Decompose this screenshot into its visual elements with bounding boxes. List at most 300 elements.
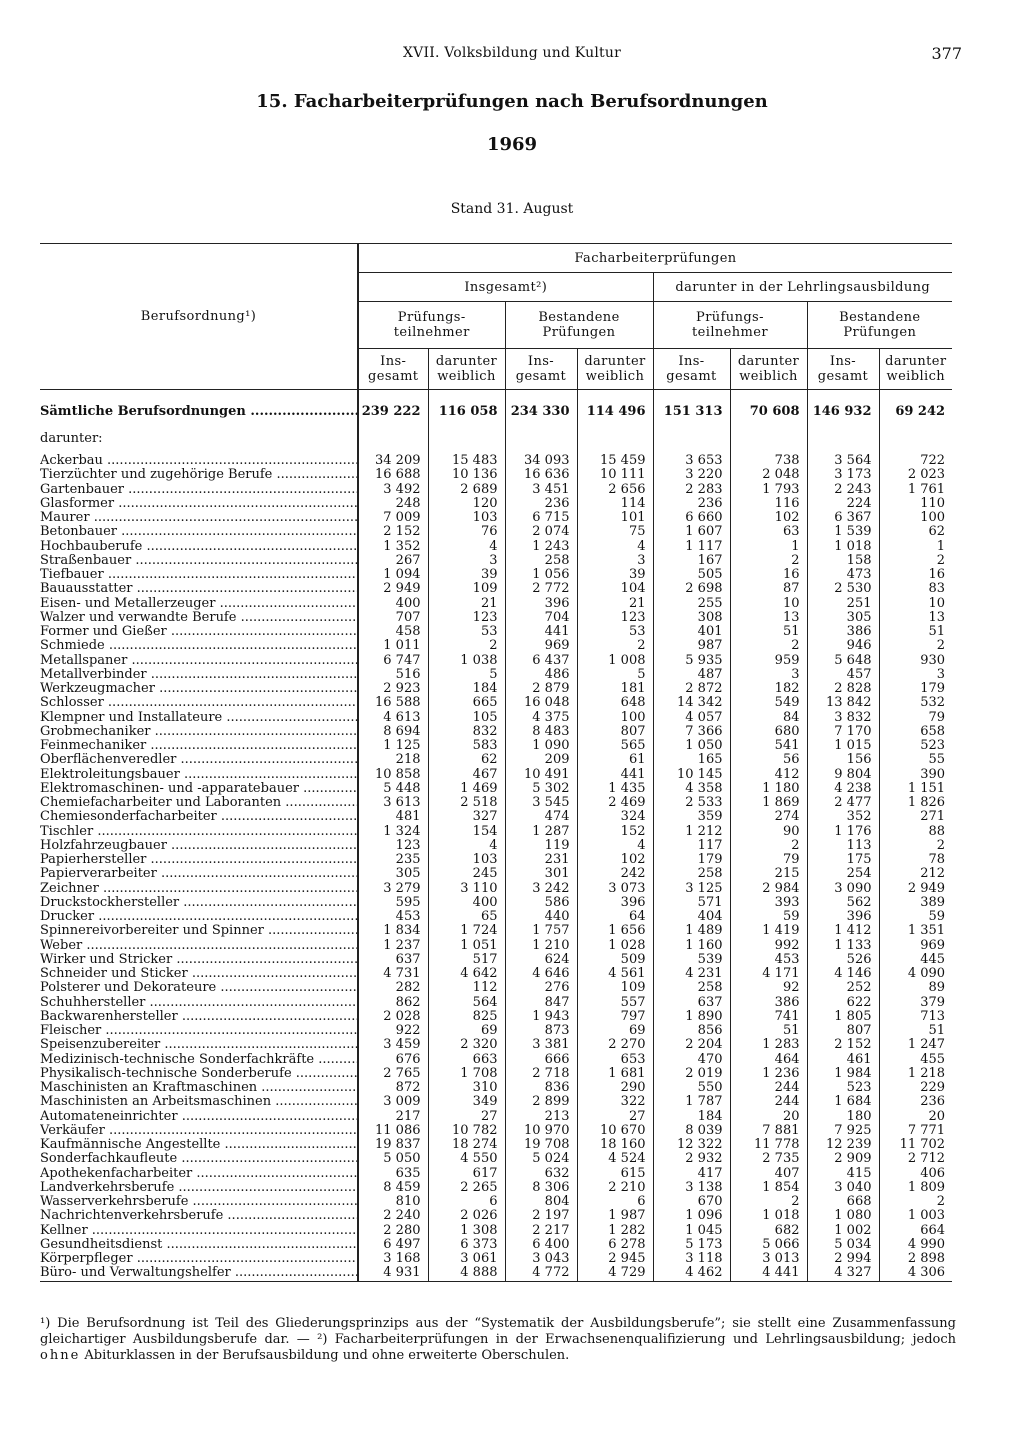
cell-value: 390 <box>879 768 952 782</box>
table-row <box>40 910 952 924</box>
cell-value: 75 <box>577 525 653 539</box>
table-row <box>40 810 952 824</box>
cell-value: 34 209 <box>358 454 428 468</box>
cell-value: 158 <box>807 554 879 568</box>
table-row <box>40 668 952 682</box>
cell-value <box>428 424 505 454</box>
cell-value: 4 <box>577 839 653 853</box>
row-label: Wirker und Stricker ..... <box>40 953 357 967</box>
cell-value: 400 <box>428 896 505 910</box>
cell-value: 16 688 <box>358 468 428 482</box>
cell-value: 301 <box>505 867 577 881</box>
table-row <box>40 568 952 582</box>
table-row <box>40 981 952 995</box>
cell-value: 1 854 <box>730 1181 807 1195</box>
cell-value: 2 698 <box>653 582 730 596</box>
cell-value: 5 066 <box>730 1238 807 1252</box>
cell-value: 2 217 <box>505 1224 577 1238</box>
cell-value: 175 <box>807 853 879 867</box>
cell-value: 1 419 <box>730 924 807 938</box>
cell-value: 1 809 <box>879 1181 952 1195</box>
cell-value: 807 <box>807 1024 879 1038</box>
cell-value: 1 243 <box>505 540 577 554</box>
cell-value: 2 994 <box>807 1252 879 1266</box>
cell-value: 738 <box>730 454 807 468</box>
cell-value: 658 <box>879 725 952 739</box>
row-label: Körperpfleger ..... <box>40 1252 357 1266</box>
cell-value: 2 283 <box>653 483 730 497</box>
cell-value: 1 094 <box>358 568 428 582</box>
cell-value: 236 <box>505 497 577 511</box>
subgroup-insgesamt: Insgesamt²) <box>358 273 653 302</box>
cell-value <box>577 424 653 454</box>
cell-value: 6 497 <box>358 1238 428 1252</box>
cell-value: 1 038 <box>428 654 505 668</box>
cell-value: 415 <box>807 1167 879 1181</box>
cell-value: 10 <box>879 597 952 611</box>
cell-value: 215 <box>730 867 807 881</box>
cell-value: 212 <box>879 867 952 881</box>
cell-value: 19 708 <box>505 1138 577 1152</box>
table-row <box>40 882 952 896</box>
cell-value: 224 <box>807 497 879 511</box>
table-row <box>40 468 952 482</box>
cell-value: 1 <box>879 540 952 554</box>
cell-value: 2 197 <box>505 1209 577 1223</box>
cell-value: 595 <box>358 896 428 910</box>
cell-value: 10 145 <box>653 768 730 782</box>
cell-value: 389 <box>879 896 952 910</box>
cell-value: 505 <box>653 568 730 582</box>
cell-value: 922 <box>358 1024 428 1038</box>
cell-value: 3 <box>730 668 807 682</box>
row-label: Medizinisch-technische Sonderfachkräfte ..... <box>40 1053 357 1067</box>
cell-value: 2 718 <box>505 1067 577 1081</box>
cell-value: 184 <box>653 1110 730 1124</box>
table-row <box>40 753 952 767</box>
cell-value: 453 <box>730 953 807 967</box>
table-row <box>40 639 952 653</box>
cell-value: 352 <box>807 810 879 824</box>
cell-value: 2 765 <box>358 1067 428 1081</box>
cell-value: 64 <box>577 910 653 924</box>
row-label: Schlosser ..... <box>40 696 357 710</box>
cell-value: 1 787 <box>653 1095 730 1109</box>
cell-value: 2 898 <box>879 1252 952 1266</box>
cell-value: 179 <box>879 682 952 696</box>
cell-value: 517 <box>428 953 505 967</box>
table-row <box>40 454 952 468</box>
cell-value: 3 <box>577 554 653 568</box>
cell-value: 622 <box>807 996 879 1010</box>
cell-value: 15 459 <box>577 454 653 468</box>
cell-value: 3 653 <box>653 454 730 468</box>
table-row <box>40 839 952 853</box>
table-row <box>40 497 952 511</box>
row-label: Speisenzubereiter ..... <box>40 1038 357 1052</box>
cell-value: 2 270 <box>577 1038 653 1052</box>
cell-value: 987 <box>653 639 730 653</box>
cell-value: 8 039 <box>653 1124 730 1138</box>
row-label: Werkzeugmacher ..... <box>40 682 357 696</box>
row-label: Former und Gießer ..... <box>40 625 357 639</box>
cell-value: 4 327 <box>807 1266 879 1281</box>
cell-value: 6 437 <box>505 654 577 668</box>
cell-value: 20 <box>879 1110 952 1124</box>
cell-value: 92 <box>730 981 807 995</box>
cell-value: 873 <box>505 1024 577 1038</box>
cell-value: 2 923 <box>358 682 428 696</box>
cell-value: 109 <box>577 981 653 995</box>
cell-value: 3 090 <box>807 882 879 896</box>
cell-value: 105 <box>428 711 505 725</box>
cell-value: 1 324 <box>358 825 428 839</box>
cell-value: 53 <box>428 625 505 639</box>
cell-value: 251 <box>807 597 879 611</box>
cell-value: 4 731 <box>358 967 428 981</box>
cell-value: 1 237 <box>358 939 428 953</box>
col-group-3: Prüfungs- teilnehmer <box>653 302 807 349</box>
cell-value: 3 613 <box>358 796 428 810</box>
cell-value: 1 539 <box>807 525 879 539</box>
cell-value: 1 096 <box>653 1209 730 1223</box>
cell-value: 526 <box>807 953 879 967</box>
cell-value: 27 <box>577 1110 653 1124</box>
cell-value: 4 090 <box>879 967 952 981</box>
row-label: Metallspaner ..... <box>40 654 357 668</box>
cell-value: 290 <box>577 1081 653 1095</box>
cell-value: 152 <box>577 825 653 839</box>
cell-value: 4 642 <box>428 967 505 981</box>
cell-value: 3 073 <box>577 882 653 896</box>
cell-value: 4 462 <box>653 1266 730 1281</box>
col-head-6: darunter weiblich <box>730 349 807 390</box>
cell-value: 2 <box>879 639 952 653</box>
cell-value: 458 <box>358 625 428 639</box>
cell-value: 180 <box>807 1110 879 1124</box>
cell-value: 88 <box>879 825 952 839</box>
cell-value: 2 712 <box>879 1152 952 1166</box>
cell-value: 3 043 <box>505 1252 577 1266</box>
cell-value: 2 533 <box>653 796 730 810</box>
cell-value: 666 <box>505 1053 577 1067</box>
cell-value: 6 <box>577 1195 653 1209</box>
cell-value: 663 <box>428 1053 505 1067</box>
cell-value: 2 <box>730 839 807 853</box>
cell-value: 12 322 <box>653 1138 730 1152</box>
table-row <box>40 825 952 839</box>
cell-value: 69 242 <box>879 400 952 424</box>
cell-value: 549 <box>730 696 807 710</box>
cell-value: 3 492 <box>358 483 428 497</box>
cell-value: 417 <box>653 1167 730 1181</box>
cell-value: 1 247 <box>879 1038 952 1052</box>
cell-value: 2 026 <box>428 1209 505 1223</box>
cell-value: 5 648 <box>807 654 879 668</box>
cell-value <box>358 390 428 401</box>
cell-value: 3 061 <box>428 1252 505 1266</box>
cell-value <box>505 390 577 401</box>
cell-value: 2 210 <box>577 1181 653 1195</box>
cell-value: 396 <box>505 597 577 611</box>
cell-value: 1 684 <box>807 1095 879 1109</box>
cell-value: 101 <box>577 511 653 525</box>
table-row <box>40 853 952 867</box>
cell-value: 2 772 <box>505 582 577 596</box>
table-row <box>40 996 952 1010</box>
cell-value: 305 <box>807 611 879 625</box>
footnotes <box>40 1316 956 1364</box>
cell-value: 3 013 <box>730 1252 807 1266</box>
cell-value: 3 168 <box>358 1252 428 1266</box>
table-row <box>40 967 952 981</box>
cell-value: 1 834 <box>358 924 428 938</box>
cell-value: 464 <box>730 1053 807 1067</box>
cell-value: 2 280 <box>358 1224 428 1238</box>
cell-value: 379 <box>879 996 952 1010</box>
cell-value: 637 <box>358 953 428 967</box>
cell-value: 1 656 <box>577 924 653 938</box>
cell-value: 704 <box>505 611 577 625</box>
table-row <box>40 611 952 625</box>
cell-value: 441 <box>577 768 653 782</box>
cell-value: 583 <box>428 739 505 753</box>
cell-value: 90 <box>730 825 807 839</box>
row-label: Gesundheitsdienst ..... <box>40 1238 357 1252</box>
row-label: Landverkehrsberufe ..... <box>40 1181 357 1195</box>
cell-value: 1 757 <box>505 924 577 938</box>
table-row <box>40 1053 952 1067</box>
row-label: Fleischer ..... <box>40 1024 357 1038</box>
cell-value: 6 <box>428 1195 505 1209</box>
cell-value: 1 708 <box>428 1067 505 1081</box>
cell-value: 51 <box>730 625 807 639</box>
cell-value: 13 842 <box>807 696 879 710</box>
row-label: Chemiefacharbeiter und Laboranten ..... <box>40 796 357 810</box>
cell-value: 310 <box>428 1081 505 1095</box>
cell-value: 386 <box>730 996 807 1010</box>
cell-value: 2 265 <box>428 1181 505 1195</box>
cell-value: 722 <box>879 454 952 468</box>
cell-value: 562 <box>807 896 879 910</box>
cell-value <box>653 424 730 454</box>
cell-value: 445 <box>879 953 952 967</box>
cell-value: 11 086 <box>358 1124 428 1138</box>
cell-value: 1 412 <box>807 924 879 938</box>
cell-value: 4 931 <box>358 1266 428 1281</box>
cell-value: 453 <box>358 910 428 924</box>
cell-value: 120 <box>428 497 505 511</box>
cell-value: 486 <box>505 668 577 682</box>
row-label: Automateneinrichter ..... <box>40 1110 357 1124</box>
cell-value: 523 <box>807 1081 879 1095</box>
cell-value: 1 018 <box>807 540 879 554</box>
row-label: Hochbauberufe ..... <box>40 540 357 554</box>
cell-value: 797 <box>577 1010 653 1024</box>
cell-value: 53 <box>577 625 653 639</box>
cell-value: 258 <box>653 867 730 881</box>
cell-value: 83 <box>879 582 952 596</box>
reference-date: Stand 31. August <box>450 201 574 217</box>
row-label: Holzfahrzeugbauer ..... <box>40 839 357 853</box>
cell-value: 1 351 <box>879 924 952 938</box>
cell-value: 571 <box>653 896 730 910</box>
row-label: Elektromaschinen- und -apparatebauer ..... <box>40 782 357 796</box>
cell-value: 1 943 <box>505 1010 577 1024</box>
cell-value: 62 <box>879 525 952 539</box>
row-label: Maschinisten an Kraftmaschinen ..... <box>40 1081 357 1095</box>
cell-value: 1 180 <box>730 782 807 796</box>
cell-value: 539 <box>653 953 730 967</box>
cell-value: 1 018 <box>730 1209 807 1223</box>
cell-value: 4 524 <box>577 1152 653 1166</box>
cell-value: 165 <box>653 753 730 767</box>
cell-value: 713 <box>879 1010 952 1024</box>
cell-value: 804 <box>505 1195 577 1209</box>
cell-value: 532 <box>879 696 952 710</box>
cell-value: 1 133 <box>807 939 879 953</box>
cell-value: 406 <box>879 1167 952 1181</box>
cell-value: 624 <box>505 953 577 967</box>
cell-value: 182 <box>730 682 807 696</box>
cell-value: 1 761 <box>879 483 952 497</box>
cell-value: 4 146 <box>807 967 879 981</box>
cell-value: 181 <box>577 682 653 696</box>
col-head-5: Ins- gesamt <box>653 349 730 390</box>
cell-value: 664 <box>879 1224 952 1238</box>
cell-value: 84 <box>730 711 807 725</box>
cell-value: 1 080 <box>807 1209 879 1223</box>
table-row <box>40 1195 952 1209</box>
row-label: Büro- und Verwaltungshelfer ..... <box>40 1266 357 1280</box>
cell-value: 3 118 <box>653 1252 730 1266</box>
cell-value: 1 236 <box>730 1067 807 1081</box>
cell-value: 1 218 <box>879 1067 952 1081</box>
cell-value: 4 231 <box>653 967 730 981</box>
cell-value: 2 204 <box>653 1038 730 1052</box>
cell-value: 70 608 <box>730 400 807 424</box>
cell-value: 635 <box>358 1167 428 1181</box>
cell-value: 4 888 <box>428 1266 505 1281</box>
cell-value: 112 <box>428 981 505 995</box>
cell-value: 252 <box>807 981 879 995</box>
cell-value: 2 240 <box>358 1209 428 1223</box>
cell-value: 393 <box>730 896 807 910</box>
cell-value: 564 <box>428 996 505 1010</box>
cell-value <box>879 424 952 454</box>
table-row <box>40 1181 952 1195</box>
cell-value: 123 <box>358 839 428 853</box>
cell-value: 69 <box>428 1024 505 1038</box>
row-label: Betonbauer ..... <box>40 525 357 539</box>
cell-value: 653 <box>577 1053 653 1067</box>
cell-value: 992 <box>730 939 807 953</box>
cell-value <box>807 390 879 401</box>
cell-value: 2 <box>879 554 952 568</box>
cell-value: 1 987 <box>577 1209 653 1223</box>
cell-value: 10 111 <box>577 468 653 482</box>
cell-value: 21 <box>577 597 653 611</box>
row-label: Eisen- und Metallerzeuger ..... <box>40 597 357 611</box>
cell-value: 969 <box>879 939 952 953</box>
cell-value: 3 564 <box>807 454 879 468</box>
cell-value: 59 <box>879 910 952 924</box>
row-label: Glasformer ..... <box>40 497 357 511</box>
cell-value: 396 <box>807 910 879 924</box>
cell-value: 7 925 <box>807 1124 879 1138</box>
cell-value: 2 477 <box>807 796 879 810</box>
cell-value: 1 282 <box>577 1224 653 1238</box>
cell-value: 565 <box>577 739 653 753</box>
cell-value: 3 110 <box>428 882 505 896</box>
cell-value: 1 283 <box>730 1038 807 1052</box>
row-label: Sämtliche Berufsordnungen ..... <box>40 400 357 424</box>
cell-value: 2 <box>730 554 807 568</box>
cell-value: 4 <box>428 540 505 554</box>
cell-value: 4 990 <box>879 1238 952 1252</box>
cell-value: 4 729 <box>577 1266 653 1281</box>
cell-value: 151 313 <box>653 400 730 424</box>
cell-value: 470 <box>653 1053 730 1067</box>
cell-value: 930 <box>879 654 952 668</box>
table-row <box>40 1095 952 1109</box>
row-label: Weber ..... <box>40 939 357 953</box>
row-label: darunter: <box>40 431 103 446</box>
cell-value: 455 <box>879 1053 952 1067</box>
cell-value: 872 <box>358 1081 428 1095</box>
footnote-text-a: ¹) Die Berufsordnung ist Teil des Gliederungsprinzips aus der “Systematik der Ausbildungsberufe”; sie stellt eine Zusammenfassung gleichartiger Ausbildungsberufe dar. — ²) Facharbeiterprüfungen in der Erwachsenenqualifizierung und Lehrlingsausbildung; jedoch <box>40 1316 956 1347</box>
cell-value: 2 656 <box>577 483 653 497</box>
cell-value: 440 <box>505 910 577 924</box>
cell-value: 2 945 <box>577 1252 653 1266</box>
cell-value: 617 <box>428 1167 505 1181</box>
cell-value: 349 <box>428 1095 505 1109</box>
cell-value: 1 869 <box>730 796 807 810</box>
cell-value: 79 <box>879 711 952 725</box>
cell-value: 3 138 <box>653 1181 730 1195</box>
cell-value: 3 545 <box>505 796 577 810</box>
table-row <box>40 1238 952 1252</box>
cell-value: 51 <box>730 1024 807 1038</box>
running-header: XVII. Volksbildung und Kultur <box>403 45 621 61</box>
cell-value: 87 <box>730 582 807 596</box>
cell-value: 116 <box>730 497 807 511</box>
cell-value: 5 <box>428 668 505 682</box>
cell-value: 324 <box>577 810 653 824</box>
cell-value <box>730 390 807 401</box>
cell-value: 2 872 <box>653 682 730 696</box>
row-label: Schuhhersteller ..... <box>40 996 357 1010</box>
cell-value: 231 <box>505 853 577 867</box>
cell-value: 2 <box>428 639 505 653</box>
cell-value: 65 <box>428 910 505 924</box>
cell-value: 100 <box>577 711 653 725</box>
cell-value: 2 <box>577 639 653 653</box>
col-head-1: Ins- gesamt <box>358 349 428 390</box>
cell-value: 2 <box>879 1195 952 1209</box>
cell-value: 1 435 <box>577 782 653 796</box>
cell-value: 2 518 <box>428 796 505 810</box>
table-row <box>40 725 952 739</box>
stub-header: Berufsordnung¹) <box>40 244 358 390</box>
cell-value: 61 <box>577 753 653 767</box>
cell-value: 1 125 <box>358 739 428 753</box>
cell-value: 167 <box>653 554 730 568</box>
total-row <box>40 400 952 424</box>
cell-value: 21 <box>428 597 505 611</box>
cell-value: 2 320 <box>428 1038 505 1052</box>
table-row <box>40 939 952 953</box>
